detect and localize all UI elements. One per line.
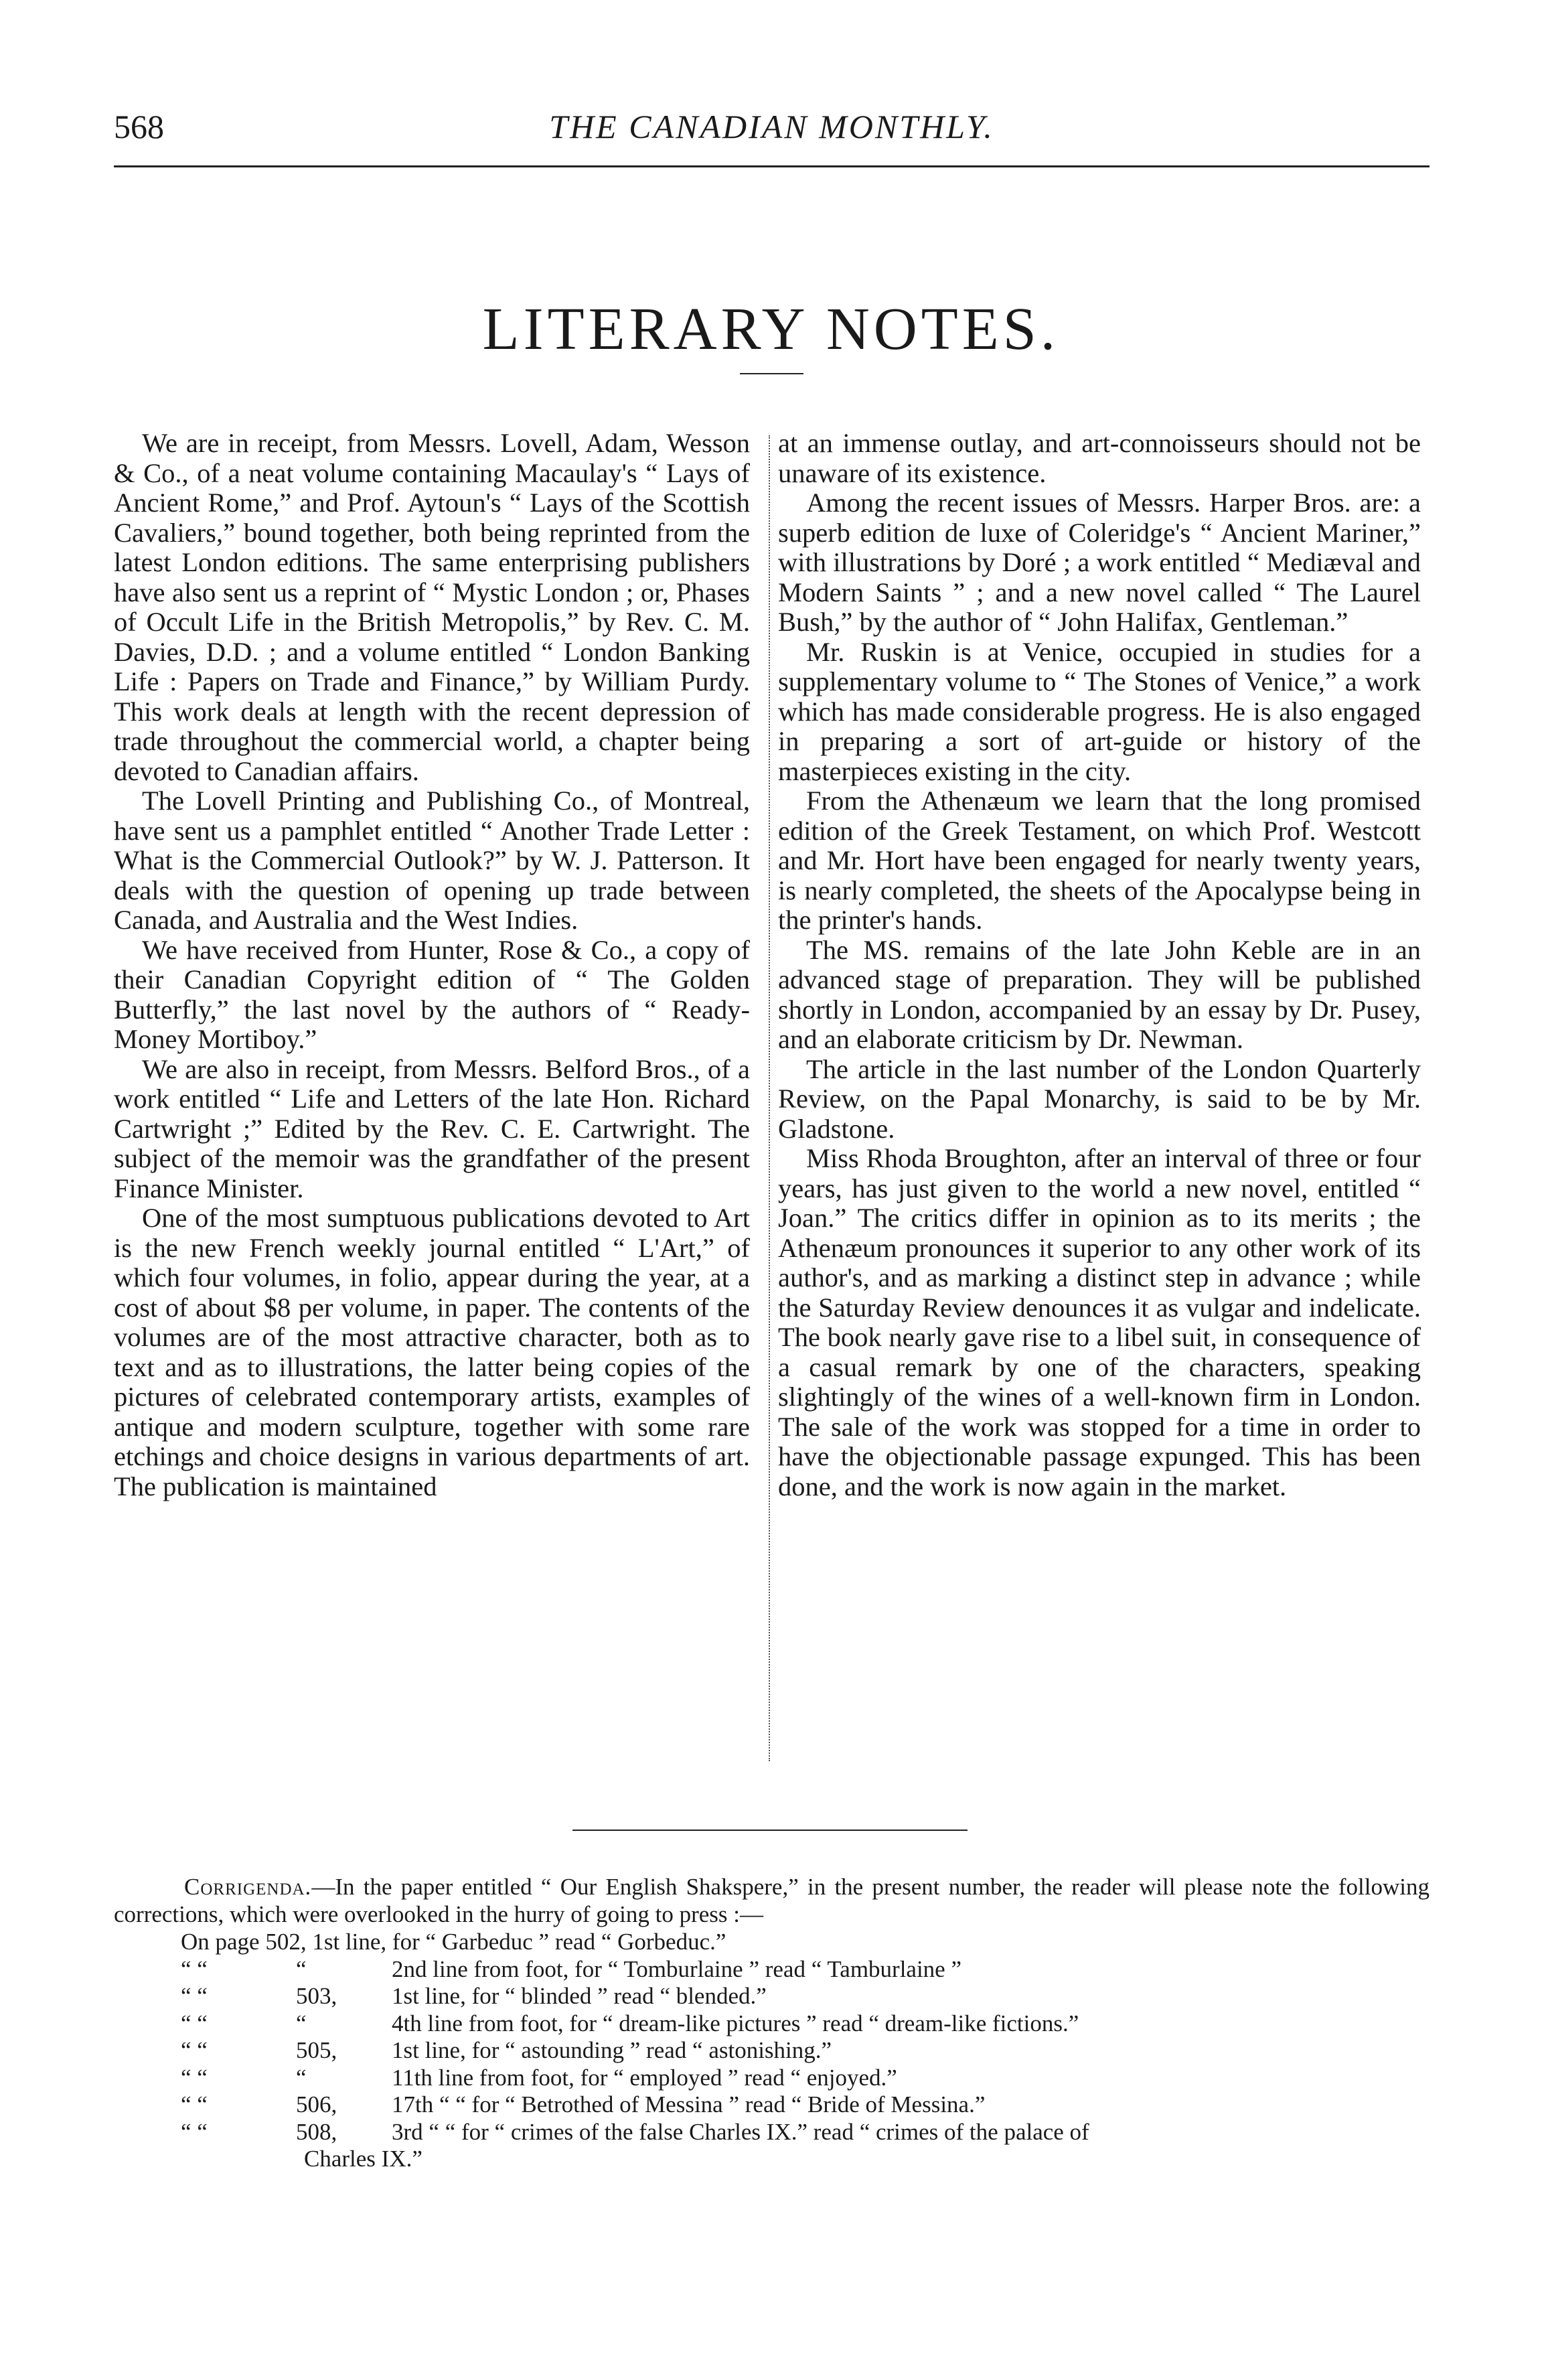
paragraph: One of the most sumptuous publications devoted to Art is the new French weekly journal entitled “ L'Art,” of which four volumes, in folio, appear during the year, at a cost of about $8 per volume, in paper. The contents of the volumes are of the most attractive character, both as to text and as to illustrations, the latter being copies of the pictures of celebrated contemporary artists, examples of antique and modern sculpture, together with some rare etchings and choice designs in various departments of art. The publication is maintained <box>114 1203 750 1501</box>
correction-page: 508, <box>296 2118 337 2145</box>
paragraph: We are also in receipt, from Messrs. Belford Bros., of a work entitled “ Life and Letters of the late Hon. Richard Cartwright ;” Edited by the Rev. C. E. Cartwright. The subject of the memoir was the grandfather of the present Finance Minister. <box>114 1053 750 1203</box>
corrigenda-label: Corrigenda. <box>184 1874 312 1900</box>
paragraph: We have received from Hunter, Rose & Co., a copy of their Canadian Copyright edition of “ The Golden Butterfly,” the last novel by the authors of “ Ready-Money Mortiboy.” <box>114 934 750 1054</box>
correction-page: 505, <box>296 2037 337 2063</box>
correction-continuation: Charles IX.” <box>304 2146 422 2172</box>
ditto-marks: “ “ <box>181 1983 208 2009</box>
correction-text: 2nd line from foot, for “ Tomburlaine ” read “ Tamburlaine ” <box>392 1955 962 1982</box>
correction-page: “ <box>296 2064 307 2091</box>
correction-text: 3rd “ “ for “ crimes of the false Charles IX.” read “ crimes of the palace of <box>392 2118 1089 2145</box>
correction-line <box>114 2036 1430 2064</box>
paragraph: The MS. remains of the late John Keble are in an advanced stage of preparation. They will be published shortly in London, accompanied by an essay by Dr. Pusey, and an elaborate criticism by Dr. Newman. <box>778 934 1421 1054</box>
paragraph: From the Athenæum we learn that the long promised edition of the Greek Testament, on which Prof. Westcott and Mr. Hort have been engaged for nearly twenty years, is nearly completed, the sheets of the Apocalypse being in the printer's hands. <box>778 786 1421 935</box>
paragraph: Miss Rhoda Broughton, after an interval of three or four years, has just given to the world a new novel, entitled “ Joan.” The critics differ in opinion as to its merits ; the Athenæum pronounces it superior to any other work of its author's, and as marking a distinct step in advance ; while the Saturday Review denounces it as vulgar and indelicate. The book nearly gave rise to a libel suit, in consequence of a casual remark by one of the characters, speaking slightingly of the wines of a well-known firm in London. The sale of the work was stopped for a time in order to have the objectionable passage expunged. This has been done, and the work is now again in the market. <box>778 1143 1421 1501</box>
correction-line <box>114 2091 1430 2118</box>
corrigenda-intro <box>114 1873 1430 1928</box>
paragraph: We are in receipt, from Messrs. Lovell, Adam, Wesson & Co., of a neat volume containing Macaulay's “ Lays of Ancient Rome,” and Prof. Aytoun's “ Lays of the Scottish Cavaliers,” bound together, both being reprinted from the latest London editions. The same enterprising publishers have also sent us a reprint of “ Mystic London ; or, Phases of Occult Life in the British Metropolis,” by Rev. C. M. Davies, D.D. ; and a volume entitled “ London Banking Life : Papers on Trade and Finance,” by William Purdy. This work deals at length with the recent depression of trade throughout the commercial world, a chapter being devoted to Canadian affairs. <box>114 428 750 786</box>
correction-first: On page 502, 1st line, for “ Garbeduc ” read “ Gorbeduc.” <box>181 1929 726 1955</box>
section-title: LITERARY NOTES. <box>482 296 1060 363</box>
paragraph: at an immense outlay, and art-connoisseurs should not be unaware of its existence. <box>778 428 1421 488</box>
correction-page: “ <box>296 1955 307 1982</box>
paragraph: The Lovell Printing and Publishing Co., of Montreal, have sent us a pamphlet entitled “ Another Trade Letter : What is the Commercial Outlook?” by W. J. Patterson. It deals with the question of opening up trade between Canada, and Australia and the West Indies. <box>114 786 750 935</box>
ditto-marks: “ “ <box>181 2091 208 2117</box>
correction-text: 4th line from foot, for “ dream-like pictures ” read “ dream-like fictions.” <box>392 2010 1079 2036</box>
correction-line <box>114 1982 1430 2010</box>
ditto-marks: “ “ <box>181 2037 208 2063</box>
left-column <box>114 429 750 1501</box>
paragraph: Mr. Ruskin is at Venice, occupied in studies for a supplementary volume to “ The Stones of Venice,” a work which has made considerable progress. He is also engaged in preparing a sort of art-guide or history of the masterpieces existing in the city. <box>778 636 1421 786</box>
corrigenda-intro-text: —In the paper entitled “ Our English Shakspere,” in the present number, the reader will please note the following corrections, which were overlooked in the hurry of going to press :— <box>114 1874 1430 1927</box>
header-rule <box>114 165 1430 167</box>
correction-text: 1st line, for “ blinded ” read “ blended.” <box>392 1983 767 2009</box>
correction-line <box>114 1955 1430 1983</box>
correction-line <box>114 1928 1430 1955</box>
right-column <box>778 429 1421 1501</box>
ditto-marks: “ “ <box>181 2118 208 2145</box>
corrigenda <box>114 1873 1430 2172</box>
correction-line <box>114 2118 1430 2146</box>
section-rule <box>572 1830 968 1831</box>
paragraph: The article in the last number of the London Quarterly Review, on the Papal Monarchy, is said to be by Mr. Gladstone. <box>778 1053 1421 1144</box>
paragraph: Among the recent issues of Messrs. Harper Bros. are: a superb edition de luxe of Coleridge's “ Ancient Mariner,” with illustrations by Doré ; a work entitled “ Mediæval and Modern Saints ” ; and a new novel called “ The Laurel Bush,” by the author of “ John Halifax, Gentleman.” <box>778 488 1421 637</box>
running-title: THE CANADIAN MONTHLY. <box>549 108 994 145</box>
ditto-marks: “ “ <box>181 1955 208 1982</box>
title-rule <box>740 373 803 374</box>
page-number: 568 <box>114 108 164 145</box>
correction-page: “ <box>296 2010 307 2036</box>
correction-text: 11th line from foot, for “ employed ” read “ enjoyed.” <box>392 2064 897 2091</box>
correction-text: 17th “ “ for “ Betrothed of Messina ” read “ Bride of Messina.” <box>392 2091 986 2117</box>
correction-text: 1st line, for “ astounding ” read “ astonishing.” <box>392 2037 832 2063</box>
ditto-marks: “ “ <box>181 2010 208 2036</box>
correction-line <box>114 2064 1430 2091</box>
correction-page: 503, <box>296 1983 337 2009</box>
ditto-marks: “ “ <box>181 2064 208 2091</box>
correction-page: 506, <box>296 2091 337 2117</box>
running-head <box>114 107 1430 161</box>
column-divider <box>769 435 770 1761</box>
correction-line <box>114 2010 1430 2037</box>
